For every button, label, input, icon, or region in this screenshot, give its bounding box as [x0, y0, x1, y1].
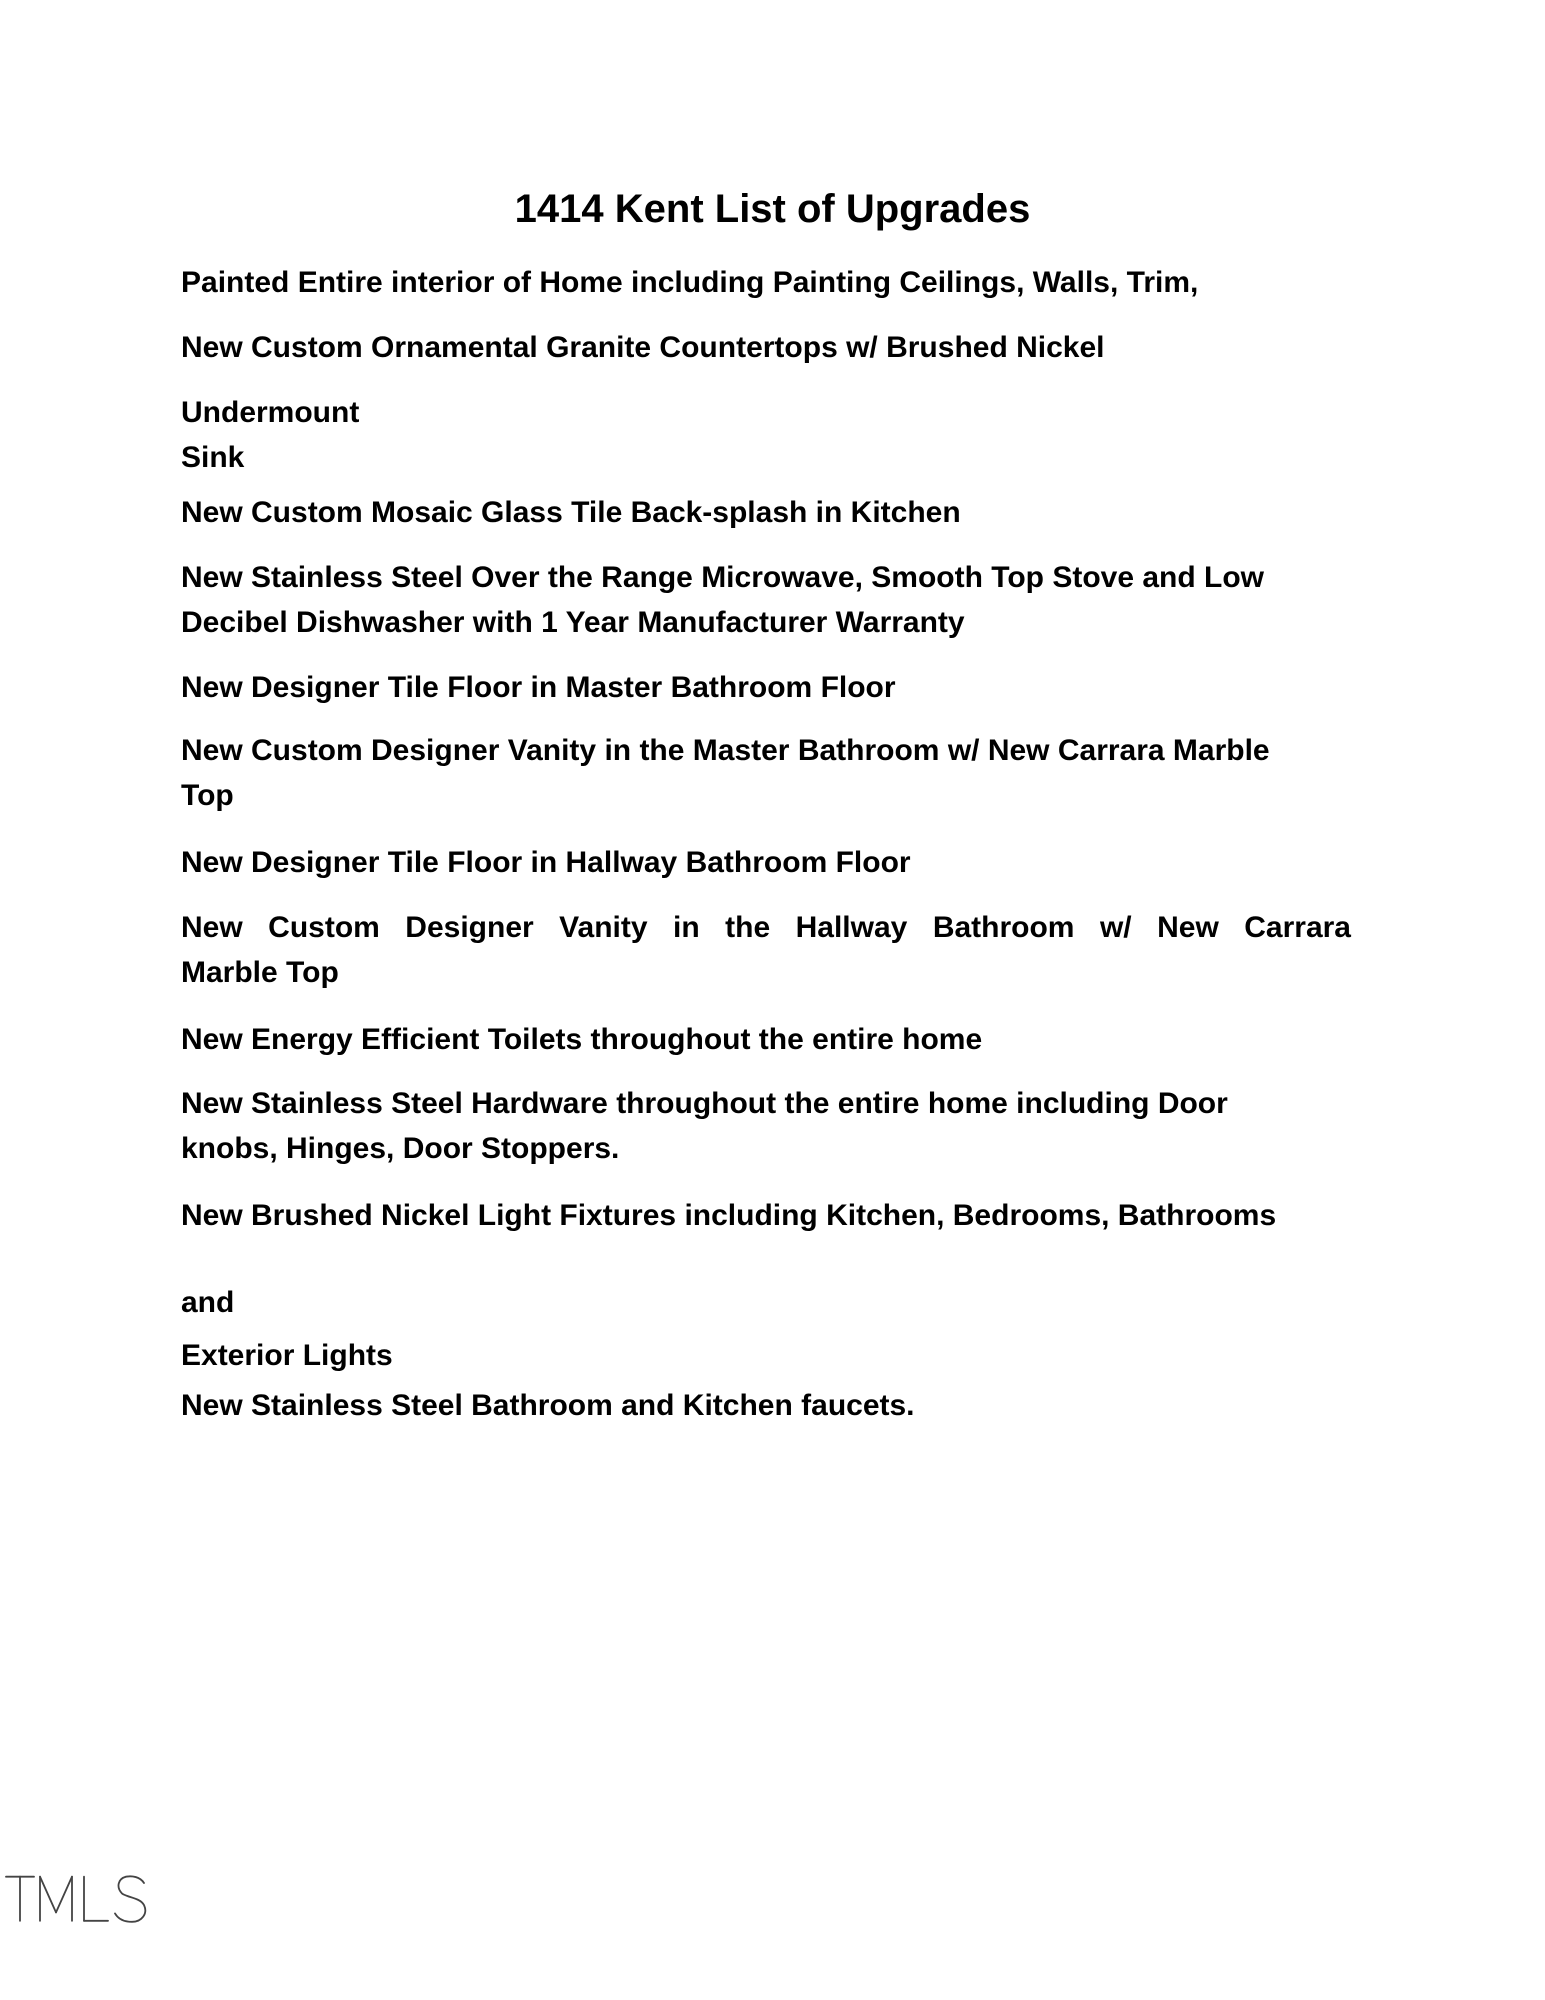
- upgrade-line: New Stainless Steel Over the Range Microwave, Smooth Top Stove and Low: [181, 561, 1265, 594]
- justified-word: Designer: [405, 911, 534, 944]
- upgrade-line: Decibel Dishwasher with 1 Year Manufacturer Warranty: [181, 606, 965, 639]
- upgrade-line: New Designer Tile Floor in Hallway Bathroom Floor: [181, 846, 911, 879]
- upgrade-line: New Brushed Nickel Light Fixtures including Kitchen, Bedrooms, Bathrooms: [181, 1199, 1277, 1232]
- upgrade-line: New Custom Designer Vanity in the Master Bathroom w/ New Carrara Marble: [181, 734, 1270, 767]
- upgrade-line-justified: [181, 905, 1351, 950]
- upgrade-line: and: [181, 1286, 235, 1319]
- upgrade-line: Undermount: [181, 396, 360, 429]
- justified-word: New: [1157, 911, 1219, 944]
- upgrade-line: Painted Entire interior of Home including Painting Ceilings, Walls, Trim,: [181, 266, 1199, 299]
- upgrade-line: New Custom Mosaic Glass Tile Back-splash in Kitchen: [181, 496, 961, 529]
- upgrade-line: Sink: [181, 441, 245, 474]
- upgrade-line: New Designer Tile Floor in Master Bathroom Floor: [181, 671, 896, 704]
- upgrade-line: Marble Top: [181, 956, 339, 989]
- tmls-logo-mark: [4, 1866, 154, 1929]
- tmls-logo: [4, 1866, 154, 1942]
- justified-word: Custom: [268, 911, 380, 944]
- justified-word: Carrara: [1244, 911, 1351, 944]
- upgrade-line: Exterior Lights: [181, 1339, 393, 1372]
- justified-word: Vanity: [559, 911, 648, 944]
- upgrade-line: New Custom Ornamental Granite Countertops w/ Brushed Nickel: [181, 331, 1105, 364]
- justified-word: New: [181, 911, 243, 944]
- justified-word: w/: [1099, 911, 1132, 944]
- upgrade-line: New Energy Efficient Toilets throughout the entire home: [181, 1023, 983, 1056]
- justified-word: the: [725, 911, 771, 944]
- page-title: 1414 Kent List of Upgrades: [514, 187, 1031, 231]
- upgrade-line: knobs, Hinges, Door Stoppers.: [181, 1132, 620, 1165]
- upgrade-line: New Stainless Steel Bathroom and Kitchen faucets.: [181, 1389, 915, 1422]
- upgrade-line: New Stainless Steel Hardware throughout the entire home including Door: [181, 1087, 1228, 1120]
- upgrade-line: Top: [181, 779, 234, 812]
- justified-word: in: [673, 911, 700, 944]
- justified-word: Hallway: [795, 911, 908, 944]
- justified-word: Bathroom: [932, 911, 1075, 944]
